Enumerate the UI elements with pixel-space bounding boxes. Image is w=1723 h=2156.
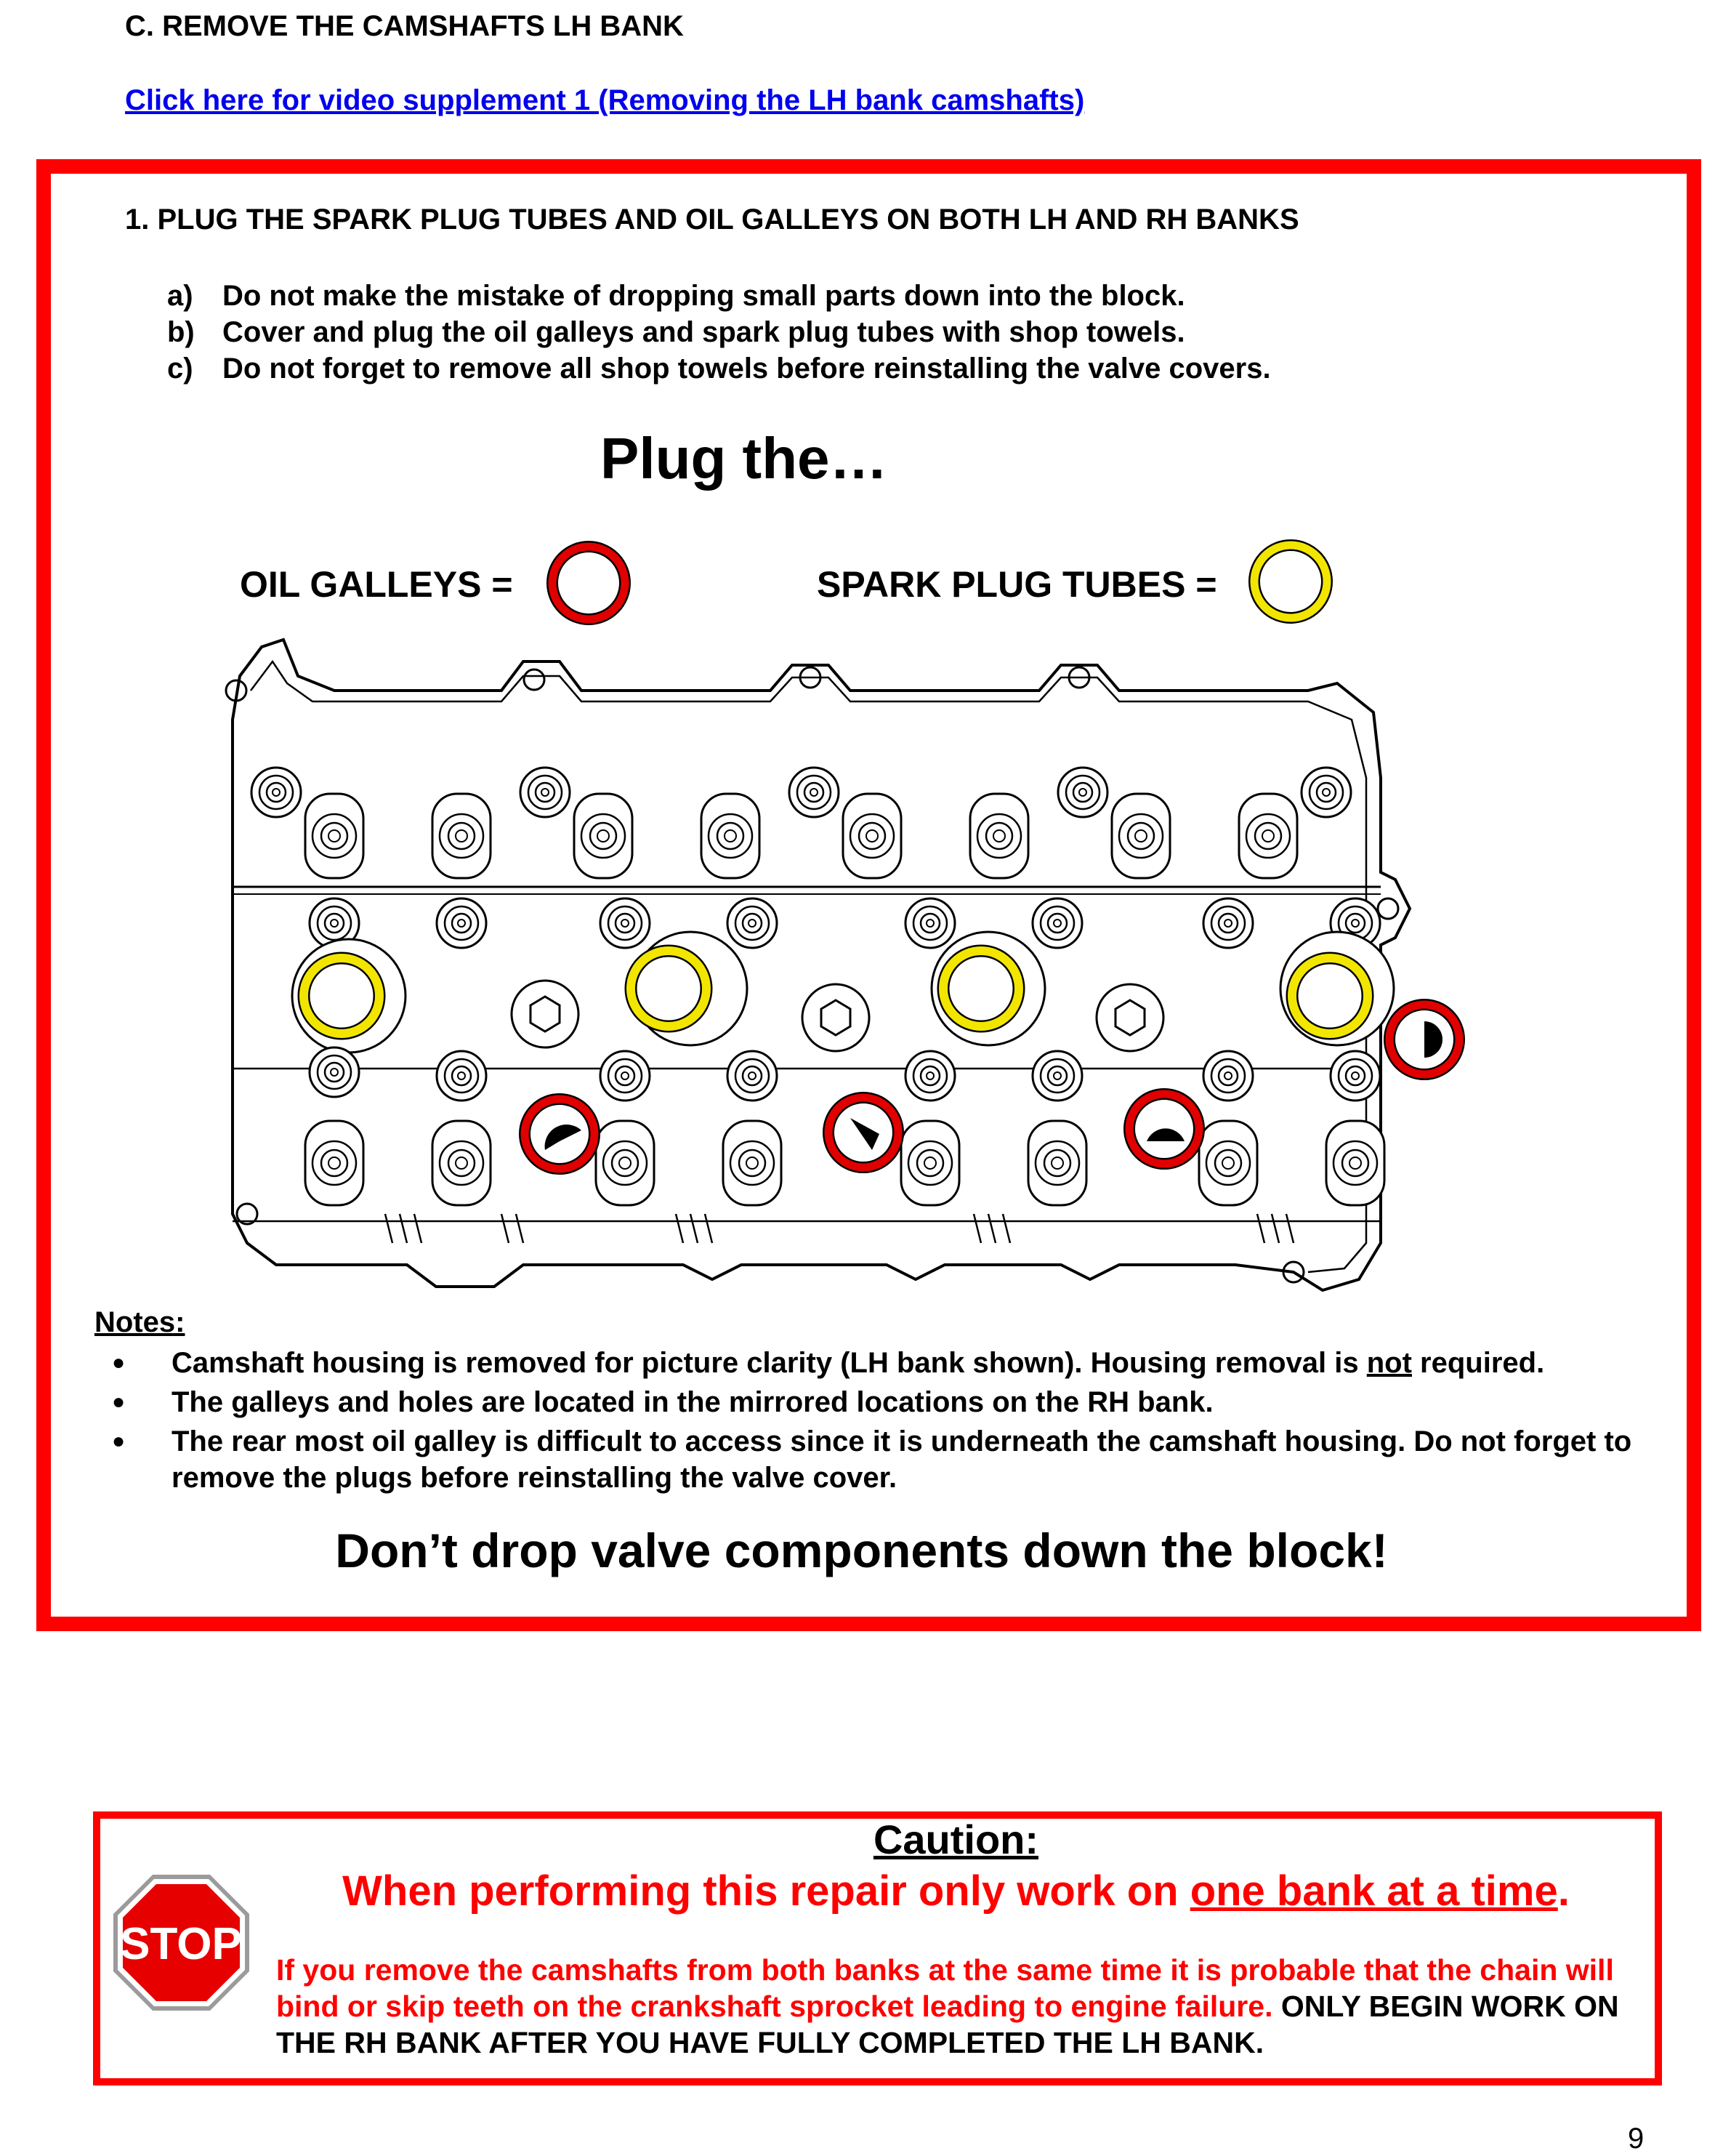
notes-list <box>108 1345 1663 1499</box>
oil-galley-marker <box>828 1098 898 1167</box>
page-number: 9 <box>1628 2123 1645 2155</box>
oil-galley-legend-icon <box>544 538 634 629</box>
list-item <box>108 1345 1663 1381</box>
cylinder-head-diagram <box>218 632 1541 1316</box>
bullet-icon: ● <box>112 1351 126 1375</box>
caution-title: Caution: <box>873 1817 1039 1862</box>
list-item <box>167 278 1271 314</box>
notes-label: Notes: <box>94 1306 185 1338</box>
oil-galley-marker <box>1129 1094 1199 1164</box>
caution-body-text: If you remove the camshafts from both banks at the same time it is probable that the chain will bind or skip teeth on the crankshaft sprocket leading to engine failure. ONLY BEGIN WORK ON THE RH BANK AFTER YOU HAVE FULLY COMPLETED THE LH BANK. <box>276 1953 1619 2059</box>
list-item <box>108 1423 1663 1496</box>
note-text: The rear most oil galley is difficult to access since it is underneath the camshaft housing. Do not forget to remove the plugs before reinstalling the valve cover. <box>172 1425 1632 1494</box>
legend-spark-plug-tubes-label: SPARK PLUG TUBES = <box>817 564 1217 605</box>
list-item-text: Do not forget to remove all shop towels before reinstalling the valve covers. <box>222 353 1271 385</box>
list-item <box>167 314 1271 350</box>
diagram-title: Plug the… <box>600 426 888 491</box>
oil-galley-marker <box>1389 1005 1459 1074</box>
list-marker: a) <box>167 280 193 312</box>
bullet-icon: ● <box>112 1429 126 1453</box>
stop-sign-text: STOP <box>120 1919 242 1969</box>
step-title: 1. PLUG THE SPARK PLUG TUBES AND OIL GALLEYS ON BOTH LH AND RH BANKS <box>125 204 1299 236</box>
section-heading: C. REMOVE THE CAMSHAFTS LH BANK <box>125 10 684 42</box>
list-marker: b) <box>167 316 195 348</box>
caution-main-text: When performing this repair only work on one bank at a time. <box>342 1867 1570 1915</box>
note-text: The galleys and holes are located in the mirrored locations on the RH bank. <box>172 1386 1214 1418</box>
legend-oil-galleys-label: OIL GALLEYS = <box>240 564 513 605</box>
step-sub-list <box>167 278 1271 387</box>
list-item-text: Cover and plug the oil galleys and spark plug tubes with shop towels. <box>222 316 1185 348</box>
list-marker: c) <box>167 353 193 385</box>
bullet-icon: ● <box>112 1390 126 1414</box>
list-item-text: Do not make the mistake of dropping small parts down into the block. <box>222 280 1185 312</box>
oil-galley-marker <box>525 1099 594 1169</box>
video-supplement-link[interactable]: Click here for video supplement 1 (Removing the LH bank camshafts) <box>125 84 1085 116</box>
note-text: Camshaft housing is removed for picture clarity (LH bank shown). Housing removal is not required. <box>172 1347 1545 1379</box>
spark-plug-tube-legend-icon <box>1246 536 1336 627</box>
drop-warning: Don’t drop valve components down the block! <box>335 1524 1388 1577</box>
list-item <box>167 350 1271 387</box>
list-item <box>108 1384 1663 1420</box>
